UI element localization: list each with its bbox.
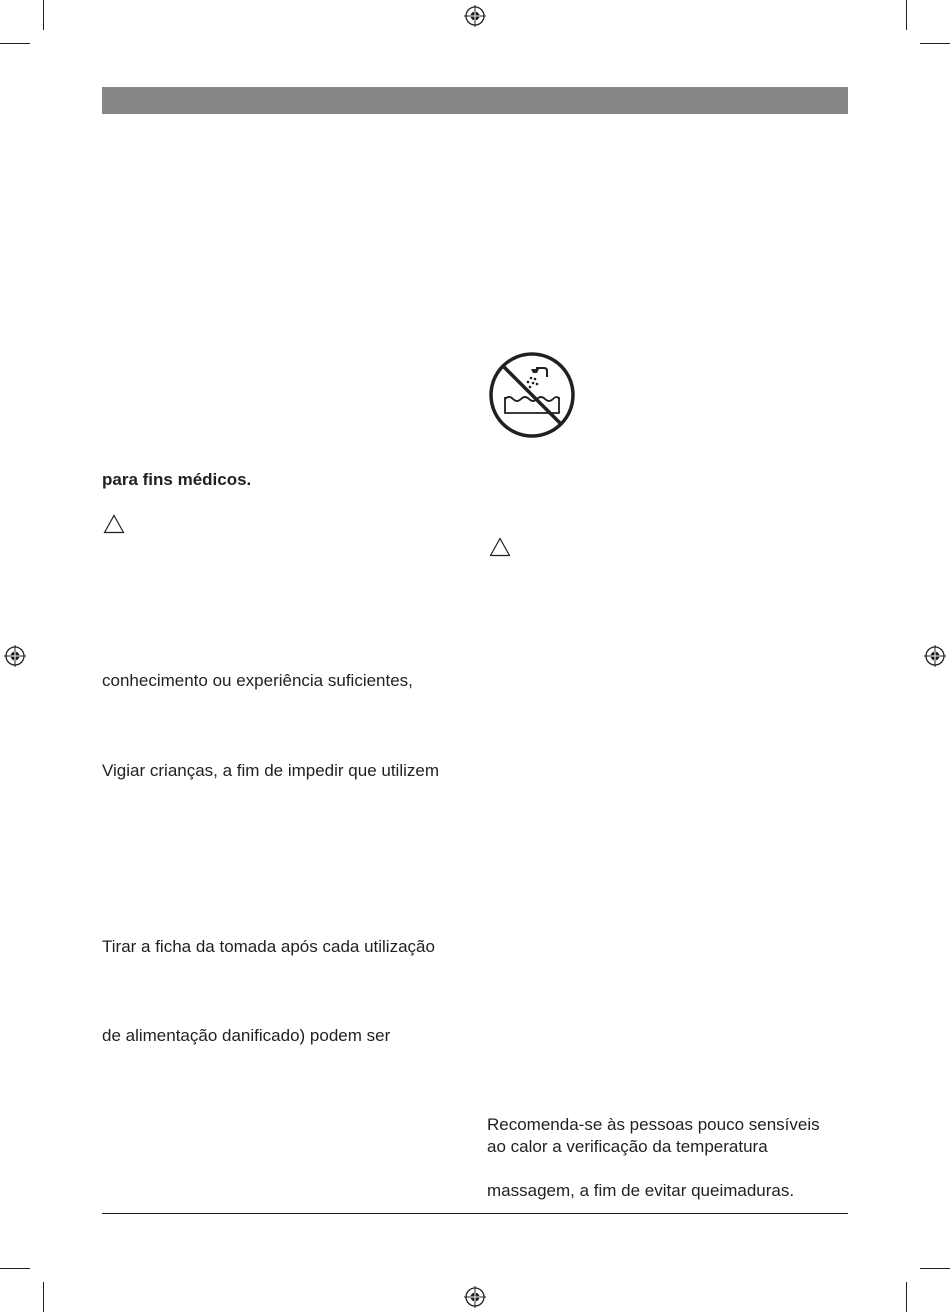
right-text-line-3: massagem, a fim de evitar queimaduras.: [487, 1181, 795, 1200]
registration-mark-icon: [464, 1286, 486, 1308]
left-text-line-2: conhecimento ou experiência suficientes,: [102, 671, 413, 690]
crop-mark-top-right-v: [906, 0, 907, 30]
registration-mark-icon: [464, 5, 486, 27]
left-text-line-1: para fins médicos.: [102, 470, 252, 489]
left-text-line-4: Tirar a ficha da tomada após cada utilização: [102, 937, 435, 956]
crop-mark-top-left-h: [0, 43, 30, 44]
right-text-line-1: Recomenda-se às pessoas pouco sensíveis: [487, 1115, 820, 1134]
header-bar: [102, 87, 848, 114]
crop-mark-bottom-right-h: [920, 1268, 950, 1269]
footer-rule: [102, 1213, 848, 1214]
no-bath-icon: [487, 351, 577, 439]
right-text-line-2: ao calor a verificação da temperatura: [487, 1137, 768, 1156]
warning-triangle-icon: [489, 537, 511, 557]
registration-mark-icon: [4, 645, 26, 667]
crop-mark-bottom-right-v: [906, 1282, 907, 1312]
crop-mark-top-right-h: [920, 43, 950, 44]
registration-mark-icon: [924, 645, 946, 667]
crop-mark-bottom-left-h: [0, 1268, 30, 1269]
crop-mark-bottom-left-v: [43, 1282, 44, 1312]
left-text-line-5: de alimentação danificado) podem ser: [102, 1026, 391, 1045]
left-text-line-3: Vigiar crianças, a fim de impedir que utilizem: [102, 761, 439, 780]
warning-triangle-icon: [103, 514, 125, 534]
crop-mark-top-left-v: [43, 0, 44, 30]
